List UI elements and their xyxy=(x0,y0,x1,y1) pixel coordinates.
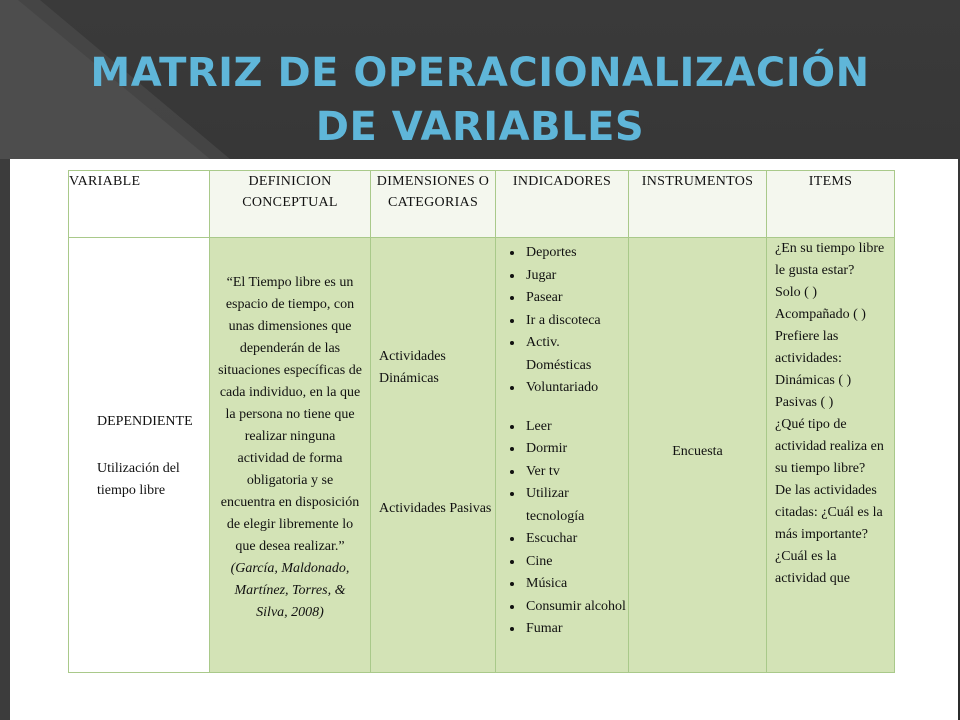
list-item: • Ver tv xyxy=(524,461,628,484)
header-variable: VARIABLE xyxy=(69,171,210,238)
header-indicadores: INDICADORES xyxy=(496,171,629,238)
dimension-dinamicas: Actividades Dinámicas xyxy=(379,349,446,386)
title-line-2: DE VARIABLES xyxy=(315,104,645,150)
items-text: ¿En su tiempo libre le gusta estar? Solo ( ) Acompañado ( ) Prefiere las actividades: Dinámicas ( ) Pasivas ( ) ¿Qué tipo de actividad realiza en su tiempo libre? De las actividades citadas: ¿Cuál es la más importante? ¿Cuál es la actividad que xyxy=(775,241,885,586)
definition-cell xyxy=(210,238,371,673)
list-item: • Consumir alcohol xyxy=(524,596,628,619)
list-item: • Ir a discoteca xyxy=(524,310,628,333)
data-row xyxy=(69,238,895,673)
indicators-list xyxy=(496,238,628,641)
variable-cell xyxy=(69,238,210,673)
list-item: • Pasear xyxy=(524,287,628,310)
list-item: • Música xyxy=(524,573,628,596)
items-cell xyxy=(767,238,895,673)
list-item: • Dormir xyxy=(524,438,628,461)
header-definicion: DEFINICION CONCEPTUAL xyxy=(210,171,371,238)
header-dimensiones: DIMENSIONES O CATEGORIAS xyxy=(371,171,496,238)
instruments-cell xyxy=(629,238,767,673)
document-sheet xyxy=(10,159,958,720)
variable-name: Utilización del tiempo libre xyxy=(97,461,180,498)
header-instrumentos: INSTRUMENTOS xyxy=(629,171,767,238)
list-item: • Voluntariado xyxy=(524,377,628,400)
list-item: • Escuchar xyxy=(524,528,628,551)
list-item: • Jugar xyxy=(524,265,628,288)
list-item: • Deportes xyxy=(524,242,628,265)
definition-text: “El Tiempo libre es un espacio de tiempo, con unas dimensiones que dependerán de las situaciones específicas de cada individuo, en la que la persona no tiene que realizar ninguna actividad de forma obligatoria y se encuentra en disposición de elegir libremente lo que desea realizar.” xyxy=(218,275,362,554)
instrument-value: Encuesta xyxy=(672,444,723,459)
list-item: • Activ. Domésticas xyxy=(524,332,628,377)
indicators-cell xyxy=(496,238,629,673)
list-item: • Leer xyxy=(524,416,628,439)
list-item: • Fumar xyxy=(524,618,628,641)
dimensions-cell xyxy=(371,238,496,673)
definition-citation: (García, Maldonado, Martínez, Torres, & Silva, 2008) xyxy=(230,561,350,620)
slide-title xyxy=(0,46,960,154)
operationalization-table xyxy=(68,170,895,673)
list-item: • Utilizar tecnología xyxy=(524,483,628,528)
variable-type: DEPENDIENTE xyxy=(97,414,193,429)
header-row xyxy=(69,171,895,238)
header-items: ITEMS xyxy=(767,171,895,238)
list-item: • Cine xyxy=(524,551,628,574)
title-line-1: MATRIZ DE OPERACIONALIZACIÓN xyxy=(90,50,870,96)
dimension-pasivas: Actividades Pasivas xyxy=(379,501,492,516)
